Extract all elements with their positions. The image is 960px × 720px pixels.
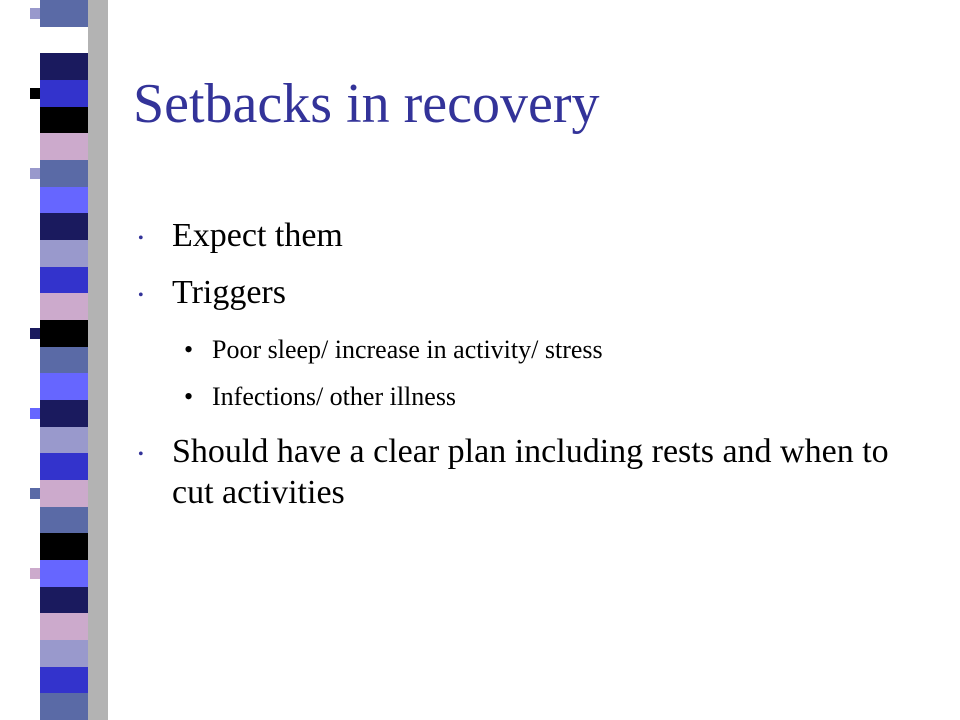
strip-block — [40, 160, 88, 187]
bullet-text: Should have a clear plan including rests and when to cut activities — [172, 432, 889, 511]
bullet-text: Expect them — [172, 217, 343, 254]
strip-block — [40, 80, 88, 107]
bullet-item — [138, 432, 938, 514]
strip-block — [40, 400, 88, 427]
strip-block — [40, 133, 88, 160]
strip-block — [40, 613, 88, 640]
strip-block — [40, 640, 88, 667]
strip-edge — [30, 328, 40, 339]
bullet-text: Infections/ other illness — [212, 381, 457, 411]
strip-block — [40, 53, 88, 80]
strip-edge — [30, 88, 40, 99]
strip-block — [40, 320, 88, 347]
bullet-marker: • — [184, 334, 194, 364]
sub-bullet-item — [184, 381, 938, 412]
strip-edge — [30, 488, 40, 499]
sub-bullet-item — [184, 334, 938, 365]
strip-block — [40, 27, 88, 54]
strip-block — [40, 373, 88, 400]
strip-block — [40, 187, 88, 214]
strip-block — [40, 693, 88, 720]
strip-edge — [30, 408, 40, 419]
strip-block — [40, 667, 88, 694]
strip-block — [40, 240, 88, 267]
bullet-marker: • — [138, 230, 144, 247]
strip-edge — [30, 648, 40, 659]
strip-block — [40, 480, 88, 507]
strip-shadow — [88, 0, 108, 720]
strip-block — [40, 0, 88, 27]
strip-block — [40, 347, 88, 374]
slide-title: Setbacks in recovery — [133, 73, 600, 135]
bullet-marker: • — [138, 445, 144, 463]
strip-edge — [30, 568, 40, 579]
strip-block — [40, 107, 88, 134]
decorative-color-strip — [0, 0, 108, 720]
strip-block — [40, 587, 88, 614]
bullet-text: Triggers — [172, 273, 286, 311]
bullet-item — [138, 273, 938, 314]
strip-edge — [30, 168, 40, 179]
strip-block — [40, 267, 88, 294]
strip-block — [40, 427, 88, 454]
strip-block — [40, 293, 88, 320]
bullet-list — [138, 216, 938, 514]
strip-block — [40, 560, 88, 587]
strip-edge — [30, 248, 40, 259]
bullet-marker: • — [184, 381, 194, 411]
bullet-marker: • — [138, 286, 144, 304]
bullet-item — [138, 216, 938, 257]
strip-block — [40, 213, 88, 240]
strip-block — [40, 453, 88, 480]
strip-block — [40, 533, 88, 560]
strip-block — [40, 507, 88, 534]
bullet-text: Poor sleep/ increase in activity/ stress — [212, 334, 603, 364]
strip-edge — [30, 8, 40, 19]
